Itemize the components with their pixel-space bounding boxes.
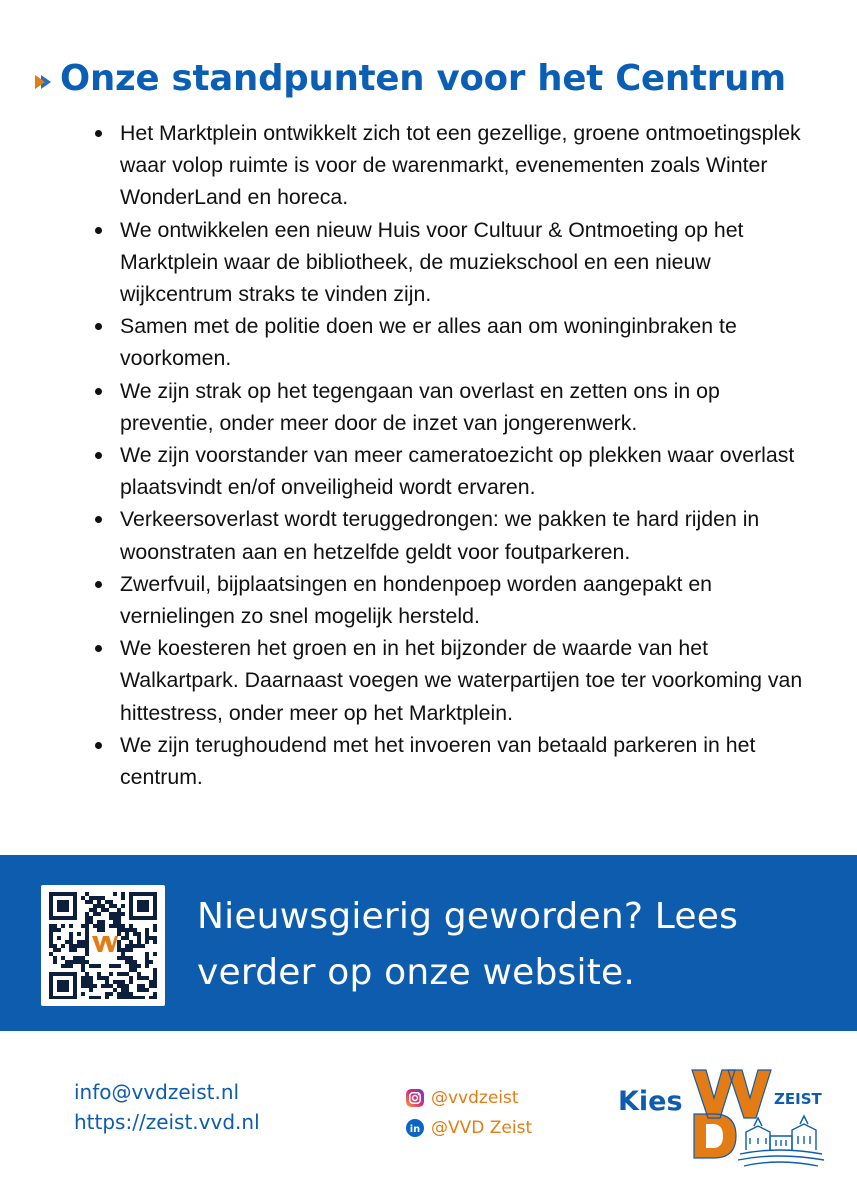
- list-item: Het Marktplein ontwikkelt zich tot een gezellige, groene ontmoetingsplek waar volop ruimte is voor de warenmarkt, evenementen zoals Winter WonderLand en horeca.: [92, 117, 812, 214]
- list-item: We koesteren het groen en in het bijzonder de waarde van het Walkartpark. Daarnaast voegen we waterpartijen toe ter voorkoming van hittestress, onder meer op het Marktplein.: [92, 632, 812, 729]
- page-title: Onze standpunten voor het Centrum: [60, 58, 786, 99]
- logo-zeist-text: ZEIST: [774, 1090, 822, 1108]
- list-item: Samen met de politie doen we er alles aan om woninginbraken te voorkomen.: [92, 310, 812, 374]
- list-item: Zwerfvuil, bijplaatsingen en hondenpoep worden aangepakt en vernielingen zo snel mogelijk hersteld.: [92, 568, 812, 632]
- vvd-icon: [692, 1070, 771, 1158]
- chevron-right-icon: [32, 71, 54, 93]
- instagram-handle: @vvdzeist: [431, 1088, 519, 1108]
- linkedin-icon: [406, 1119, 424, 1137]
- social-block: [406, 1084, 532, 1144]
- qr-code[interactable]: [41, 885, 165, 1006]
- banner-line-2: verder op onze website.: [197, 952, 636, 993]
- list-item: We ontwikkelen een nieuw Huis voor Cultuur & Ontmoeting op het Marktplein waar de bibliotheek, de muziekschool en een nieuw wijkcentrum straks te vinden zijn.: [92, 214, 812, 311]
- contact-block: [74, 1077, 260, 1137]
- list-item: We zijn strak op het tegengaan van overlast en zetten ons in op preventie, onder meer door de inzet van jongerenwerk.: [92, 375, 812, 439]
- instagram-icon: [406, 1089, 424, 1107]
- website-banner: [0, 855, 857, 1031]
- linkedin-link[interactable]: [406, 1114, 532, 1142]
- website-link[interactable]: https://zeist.vvd.nl: [74, 1110, 260, 1134]
- page-title-block: [32, 58, 786, 99]
- svg-text:in: in: [409, 1123, 421, 1135]
- qr-code-icon: [49, 892, 157, 999]
- linkedin-handle: @VVD Zeist: [431, 1118, 533, 1138]
- banner-text: [197, 889, 817, 1001]
- logo-kies-text: Kies: [618, 1086, 683, 1117]
- list-item: We zijn voorstander van meer cameratoezicht op plekken waar overlast plaatsvindt en/of onveiligheid wordt ervaren.: [92, 439, 812, 503]
- banner-line-1: Nieuwsgierig geworden? Lees: [197, 896, 739, 937]
- castle-icon: [738, 1116, 824, 1166]
- kies-vvd-zeist-logo: [618, 1060, 828, 1182]
- email-link[interactable]: info@vvdzeist.nl: [74, 1080, 240, 1104]
- standpunten-list: [92, 117, 812, 793]
- instagram-link[interactable]: [406, 1084, 532, 1112]
- list-item: We zijn terughoudend met het invoeren van betaald parkeren in het centrum.: [92, 729, 812, 793]
- list-item: Verkeersoverlast wordt teruggedrongen: we pakken te hard rijden in woonstraten aan en hetzelfde geldt voor foutparkeren.: [92, 503, 812, 567]
